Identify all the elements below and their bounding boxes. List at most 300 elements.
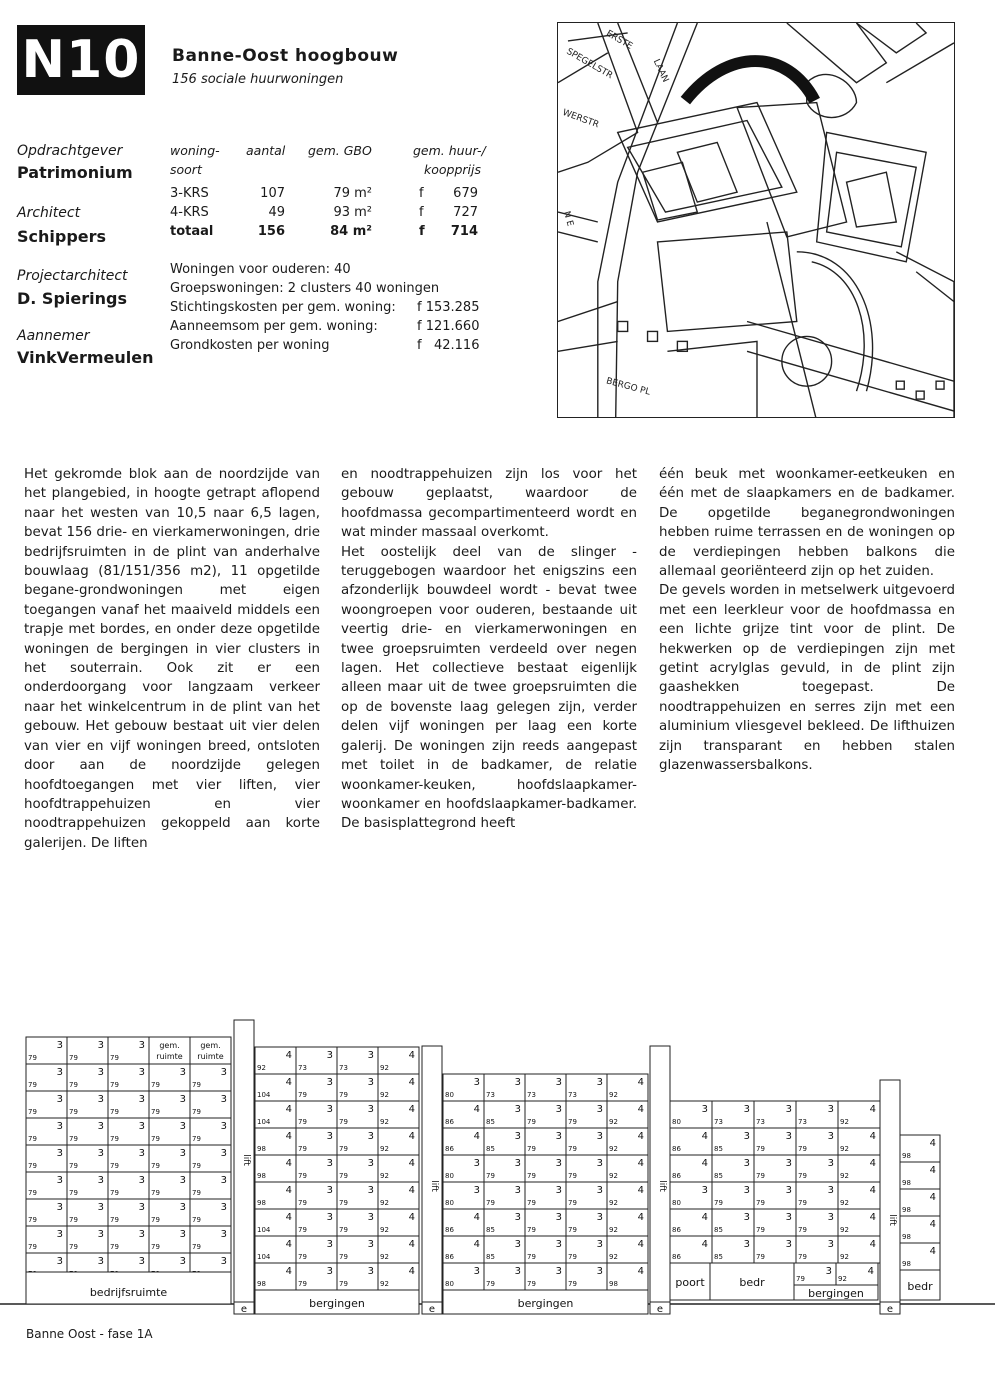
unit-area: 92	[840, 1253, 849, 1261]
table-cell-type: 4-KRS	[170, 205, 209, 220]
project-code: N10	[17, 25, 145, 95]
unit-area: 92	[840, 1226, 849, 1234]
unit-area: 73	[798, 1118, 807, 1126]
lift-label: lift	[429, 1180, 439, 1192]
unit-rooms: 3	[326, 1212, 333, 1223]
table-cell-price: 727	[453, 205, 478, 220]
unit-area: 79	[339, 1280, 348, 1288]
unit-rooms: 3	[596, 1185, 603, 1196]
unit-area: 79	[28, 1162, 37, 1170]
unit-rooms: 3	[56, 1067, 63, 1078]
unit-area: 79	[298, 1145, 307, 1153]
unit-rooms: 3	[827, 1104, 834, 1115]
role-label-contractor: Aannemer	[17, 328, 90, 344]
unit-rooms: 3	[367, 1158, 374, 1169]
info-line: Woningen voor ouderen: 40	[170, 262, 351, 277]
unit-rooms: 3	[56, 1148, 63, 1159]
unit-rooms: 3	[514, 1185, 521, 1196]
unit-rooms: 4	[929, 1165, 936, 1176]
unit-rooms: 3	[555, 1104, 562, 1115]
unit-rooms: 3	[220, 1148, 227, 1159]
table-cell-gbo: 93 m²	[333, 205, 372, 220]
unit-area: 79	[527, 1280, 536, 1288]
unit-rooms: 4	[285, 1131, 292, 1142]
unit-area: 79	[69, 1081, 78, 1089]
unit-area: 79	[110, 1162, 119, 1170]
unit-area: 85	[486, 1226, 495, 1234]
unit-area: 79	[756, 1145, 765, 1153]
unit-rooms: 3	[827, 1185, 834, 1196]
unit-rooms: 3	[596, 1266, 603, 1277]
unit-area: 86	[672, 1226, 681, 1234]
info-line: Stichtingskosten per gem. woning:	[170, 300, 396, 315]
unit-rooms: 3	[220, 1094, 227, 1105]
unit-area: 79	[798, 1145, 807, 1153]
unit-rooms: 3	[743, 1185, 750, 1196]
unit-area: 79	[69, 1162, 78, 1170]
map-label: WERSTR	[560, 107, 601, 131]
unit-area: 98	[902, 1152, 911, 1160]
unit-area: 79	[568, 1226, 577, 1234]
unit-area: 79	[192, 1135, 201, 1143]
base-label: bergingen	[517, 1297, 574, 1310]
unit-area: 98	[609, 1280, 618, 1288]
table-cell-price-total: 714	[450, 224, 478, 239]
unit-rooms: 4	[285, 1158, 292, 1169]
unit-rooms: 4	[929, 1219, 936, 1230]
unit-rooms: 3	[138, 1094, 145, 1105]
unit-rooms: 4	[473, 1104, 480, 1115]
unit-area: 79	[756, 1199, 765, 1207]
unit-label: gem.	[159, 1041, 180, 1050]
unit-rooms: 3	[179, 1148, 186, 1159]
unit-rooms: 3	[326, 1239, 333, 1250]
unit-rooms: 4	[408, 1077, 415, 1088]
role-value-client: Patrimonium	[17, 163, 133, 182]
unit-area: 79	[192, 1189, 201, 1197]
project-title: Banne-Oost hoogbouw	[172, 46, 399, 66]
unit-rooms: 4	[285, 1212, 292, 1223]
unit-area: 80	[445, 1172, 454, 1180]
entrance-label: e	[886, 1304, 894, 1315]
unit-rooms: 3	[179, 1094, 186, 1105]
info-line: Aanneemsom per gem. woning:	[170, 319, 378, 334]
unit-rooms: 3	[56, 1202, 63, 1213]
table-cell-currency-total: f	[419, 224, 425, 239]
unit-rooms: 4	[285, 1077, 292, 1088]
unit-rooms: 3	[555, 1239, 562, 1250]
unit-area: 85	[714, 1253, 723, 1261]
unit-area: 79	[486, 1280, 495, 1288]
unit-rooms: 3	[743, 1239, 750, 1250]
table-cell-currency: f	[419, 186, 424, 201]
unit-rooms: 3	[743, 1104, 750, 1115]
body-column-1	[24, 465, 320, 853]
table-header-price-1: gem. huur-/	[413, 143, 486, 158]
unit-label: ruimte	[197, 1052, 224, 1061]
info-value: f 121.660	[417, 319, 480, 334]
unit-area: 86	[672, 1253, 681, 1261]
unit-area: 79	[151, 1243, 160, 1251]
unit-area: 79	[756, 1253, 765, 1261]
lift-label: lift	[657, 1180, 667, 1192]
unit-area: 85	[714, 1172, 723, 1180]
elevation-drawing	[0, 1010, 995, 1320]
unit-rooms: 4	[929, 1192, 936, 1203]
unit-area: 73	[714, 1118, 723, 1126]
unit-rooms: 3	[743, 1212, 750, 1223]
unit-rooms: 3	[179, 1067, 186, 1078]
unit-label: gem.	[200, 1041, 221, 1050]
unit-rooms: 4	[637, 1077, 644, 1088]
lift-tower	[880, 1080, 900, 1304]
body-paragraph: Het gekromde blok aan de noordzijde van het plangebied, in hoogte getrapt aflopend naar het westen van 10,5 naar 6,5 lagen, bevat 156 drie- en vierkamerwoningen, drie bedrijfsruimten in de plint van anderhalve bouwlaag (81/151/356 m2), 11 opgetilde begane-grondwoningen met eigen toegangen vanaf het maaiveld middels een trapje met bordes, en onder deze opgetilde woningen de bergingen in vier clusters in het souterrain. Ook zit er een onderdoorgang voor langzaam verkeer naar het winkelcentrum in de plint van het gebouw. Het gebouw bestaat uit vier delen van vier en vijf woningen breed, ontsloten door aan de noordzijde gelegen hoofdtoegangen met vier liften, vier hoofdtrappehuizen en vier noodtrappehuizen gekoppeld aan korte galerijen. De liften	[24, 467, 320, 851]
unit-rooms: 3	[473, 1266, 480, 1277]
unit-rooms: 3	[97, 1094, 104, 1105]
unit-rooms: 4	[285, 1266, 292, 1277]
unit-rooms: 3	[138, 1148, 145, 1159]
unit-rooms: 3	[785, 1212, 792, 1223]
unit-area: 79	[151, 1162, 160, 1170]
unit-rooms: 3	[596, 1212, 603, 1223]
unit-area: 92	[380, 1172, 389, 1180]
unit-rooms: 3	[555, 1185, 562, 1196]
unit-area: 79	[527, 1145, 536, 1153]
unit-rooms: 3	[367, 1239, 374, 1250]
project-subtitle: 156 sociale huurwoningen	[172, 72, 344, 87]
base-label: bedrijfsruimte	[89, 1286, 168, 1299]
unit-area: 86	[672, 1172, 681, 1180]
unit-area: 92	[380, 1226, 389, 1234]
unit-rooms: 4	[637, 1158, 644, 1169]
body-paragraph: één beuk met woonkamer-eetkeuken en één met de slaapkamers en de badkamer. De opgetilde beganegrondwoningen hebben ruime terrassen en de woningen op de verdiepingen hebben balkons die allemaal georiënteerd zijn op het zuiden.	[659, 467, 955, 580]
unit-rooms: 4	[285, 1185, 292, 1196]
unit-area: 79	[110, 1081, 119, 1089]
unit-area: 104	[257, 1226, 271, 1234]
unit-area: 79	[192, 1108, 201, 1116]
info-value: f 153.285	[417, 300, 480, 315]
unit-area: 92	[840, 1145, 849, 1153]
unit-area: 80	[445, 1199, 454, 1207]
unit-rooms: 3	[596, 1158, 603, 1169]
unit-area: 98	[257, 1145, 266, 1153]
role-label-client: Opdrachtgever	[17, 143, 123, 159]
unit-rooms: 3	[138, 1040, 145, 1051]
role-value-contractor: VinkVermeulen	[17, 348, 154, 367]
unit-rooms: 3	[514, 1239, 521, 1250]
unit-area: 79	[527, 1118, 536, 1126]
unit-rooms: 3	[555, 1077, 562, 1088]
unit-area: 79	[339, 1145, 348, 1153]
unit-area: 104	[257, 1118, 271, 1126]
unit-rooms: 3	[326, 1266, 333, 1277]
unit-area: 79	[714, 1199, 723, 1207]
unit-area: 79	[527, 1226, 536, 1234]
unit-rooms: 3	[138, 1256, 145, 1267]
unit-rooms: 3	[326, 1131, 333, 1142]
unit-area: 92	[609, 1091, 618, 1099]
unit-rooms: 3	[367, 1077, 374, 1088]
unit-area: 79	[151, 1189, 160, 1197]
page-caption: Banne Oost - fase 1A	[26, 1327, 153, 1341]
table-cell-gbo-total: 84 m²	[330, 224, 372, 239]
unit-rooms: 4	[408, 1158, 415, 1169]
base-label: bergingen	[309, 1297, 365, 1310]
unit-area: 73	[568, 1091, 577, 1099]
unit-rooms: 4	[869, 1104, 876, 1115]
unit-area: 79	[568, 1253, 577, 1261]
unit-rooms: 4	[867, 1266, 874, 1277]
unit-rooms: 3	[473, 1185, 480, 1196]
body-column-3	[659, 465, 955, 776]
role-value-project-architect: D. Spierings	[17, 289, 127, 308]
unit-rooms: 3	[326, 1104, 333, 1115]
info-line: Groepswoningen: 2 clusters 40 woningen	[170, 281, 440, 296]
unit-area: 79	[69, 1108, 78, 1116]
entrance-label: e	[240, 1304, 248, 1315]
unit-rooms: 3	[179, 1256, 186, 1267]
entrance-label: e	[428, 1304, 436, 1315]
unit-area: 98	[902, 1179, 911, 1187]
unit-rooms: 3	[56, 1229, 63, 1240]
unit-area: 92	[380, 1253, 389, 1261]
unit-area: 79	[486, 1172, 495, 1180]
unit-rooms: 4	[408, 1185, 415, 1196]
unit-rooms: 3	[514, 1266, 521, 1277]
unit-rooms: 3	[825, 1266, 832, 1277]
unit-rooms: 3	[473, 1158, 480, 1169]
unit-area: 80	[445, 1091, 454, 1099]
unit-area: 92	[609, 1145, 618, 1153]
unit-area: 79	[69, 1189, 78, 1197]
unit-rooms: 3	[97, 1229, 104, 1240]
unit-rooms: 3	[514, 1104, 521, 1115]
unit-area: 79	[28, 1243, 37, 1251]
unit-rooms: 3	[97, 1256, 104, 1267]
unit-rooms: 4	[701, 1239, 708, 1250]
unit-rooms: 3	[827, 1239, 834, 1250]
role-label-project-architect: Projectarchitect	[17, 268, 128, 284]
unit-rooms: 3	[56, 1094, 63, 1105]
unit-rooms: 3	[220, 1175, 227, 1186]
unit-rooms: 3	[555, 1131, 562, 1142]
unit-area: 98	[257, 1172, 266, 1180]
unit-area: 79	[798, 1172, 807, 1180]
unit-area: 79	[110, 1243, 119, 1251]
unit-area: 86	[445, 1253, 454, 1261]
unit-area: 79	[110, 1216, 119, 1224]
unit-rooms: 3	[220, 1229, 227, 1240]
table-header-gbo: gem. GBO	[308, 143, 372, 158]
unit-rooms: 3	[596, 1131, 603, 1142]
table-cell-count-total: 156	[257, 224, 285, 239]
body-paragraph: Het oostelijk deel van de slinger - teruggebogen waardoor het enigszins een afzonderlijk bouwdeel wordt - bevat twee woongroepen voor ouderen, bestaande uit veertig drie- en vierkamerwoningen en twee groepsruimten verdeeld over negen lagen. Het collectieve bestaat eigenlijk alleen maar uit de twee groepsruimten die op de bovenste laag gelegen zijn, verder delen vijf woningen per laag een korte galerij. De woningen zijn reeds aangepast met toilet in de badkamer, de relatie woonkamer-keuken, hoofdslaapkamer-woonkamer en hoofdslaapkamer-badkamer. De basisplattegrond heeft	[341, 544, 637, 832]
unit-rooms: 3	[596, 1077, 603, 1088]
unit-area: 86	[445, 1145, 454, 1153]
table-cell-currency: f	[419, 205, 424, 220]
table-cell-type-total: totaal	[170, 224, 214, 239]
unit-area: 92	[609, 1118, 618, 1126]
unit-area: 79	[69, 1216, 78, 1224]
unit-area: 79	[69, 1054, 78, 1062]
unit-rooms: 3	[785, 1239, 792, 1250]
unit-rooms: 3	[785, 1131, 792, 1142]
unit-rooms: 3	[701, 1185, 708, 1196]
unit-rooms: 4	[701, 1131, 708, 1142]
unit-area: 79	[798, 1226, 807, 1234]
unit-rooms: 4	[869, 1158, 876, 1169]
unit-area: 92	[380, 1280, 389, 1288]
table-header-type-2: soort	[170, 162, 202, 177]
base-label: bergingen	[808, 1287, 864, 1300]
table-cell-gbo: 79 m²	[333, 186, 372, 201]
unit-rooms: 3	[367, 1185, 374, 1196]
unit-rooms: 3	[785, 1104, 792, 1115]
unit-rooms: 3	[555, 1212, 562, 1223]
unit-area: 73	[527, 1091, 536, 1099]
unit-area: 92	[609, 1226, 618, 1234]
unit-rooms: 4	[408, 1050, 415, 1061]
unit-rooms: 3	[326, 1185, 333, 1196]
unit-rooms: 3	[220, 1121, 227, 1132]
unit-area: 79	[28, 1081, 37, 1089]
unit-rooms: 3	[179, 1202, 186, 1213]
unit-area: 79	[298, 1199, 307, 1207]
unit-area: 86	[445, 1226, 454, 1234]
unit-area: 79	[798, 1253, 807, 1261]
unit-rooms: 3	[367, 1050, 374, 1061]
unit-area: 85	[486, 1145, 495, 1153]
map-label: N E	[561, 210, 575, 228]
unit-area: 73	[298, 1064, 307, 1072]
unit-rooms: 3	[514, 1077, 521, 1088]
unit-rooms: 3	[56, 1256, 63, 1267]
info-value: f 42.116	[417, 338, 480, 353]
unit-area: 79	[298, 1280, 307, 1288]
unit-rooms: 3	[555, 1158, 562, 1169]
unit-rooms: 3	[97, 1148, 104, 1159]
base-label: bedr	[739, 1276, 765, 1289]
base-label: poort	[675, 1276, 705, 1289]
unit-rooms: 3	[179, 1229, 186, 1240]
unit-rooms: 4	[408, 1104, 415, 1115]
unit-rooms: 4	[929, 1246, 936, 1257]
unit-rooms: 3	[179, 1175, 186, 1186]
unit-area: 104	[257, 1091, 271, 1099]
unit-area: 85	[486, 1118, 495, 1126]
unit-area: 92	[380, 1118, 389, 1126]
lift-tower	[422, 1046, 442, 1304]
unit-area: 79	[756, 1226, 765, 1234]
unit-rooms: 3	[138, 1175, 145, 1186]
unit-area: 79	[298, 1253, 307, 1261]
site-plan-map	[557, 22, 955, 418]
unit-area: 79	[568, 1145, 577, 1153]
unit-rooms: 3	[596, 1104, 603, 1115]
unit-rooms: 3	[827, 1158, 834, 1169]
entrance-label: e	[656, 1304, 664, 1315]
lift-tower	[650, 1046, 670, 1304]
unit-area: 79	[28, 1216, 37, 1224]
unit-area: 79	[110, 1108, 119, 1116]
unit-area: 79	[192, 1216, 201, 1224]
unit-area: 79	[110, 1135, 119, 1143]
unit-area: 86	[445, 1118, 454, 1126]
unit-area: 79	[527, 1253, 536, 1261]
unit-rooms: 4	[637, 1185, 644, 1196]
unit-rooms: 4	[473, 1131, 480, 1142]
unit-rooms: 4	[637, 1131, 644, 1142]
unit-area: 104	[257, 1253, 271, 1261]
unit-rooms: 3	[514, 1131, 521, 1142]
unit-rooms: 3	[220, 1202, 227, 1213]
table-cell-price: 679	[453, 186, 478, 201]
unit-rooms: 3	[56, 1175, 63, 1186]
unit-rooms: 3	[514, 1158, 521, 1169]
unit-area: 79	[339, 1253, 348, 1261]
unit-area: 79	[28, 1189, 37, 1197]
unit-area: 98	[257, 1280, 266, 1288]
unit-area: 98	[902, 1206, 911, 1214]
unit-rooms: 4	[637, 1239, 644, 1250]
unit-area: 92	[609, 1253, 618, 1261]
map-label: SPEGELSTR	[564, 46, 615, 82]
unit-rooms: 4	[408, 1239, 415, 1250]
unit-rooms: 4	[701, 1158, 708, 1169]
unit-area: 79	[298, 1091, 307, 1099]
unit-area: 79	[298, 1172, 307, 1180]
unit-area: 79	[192, 1162, 201, 1170]
unit-area: 79	[339, 1172, 348, 1180]
unit-area: 73	[486, 1091, 495, 1099]
unit-area: 79	[798, 1199, 807, 1207]
table-cell-count: 49	[268, 205, 285, 220]
unit-area: 79	[192, 1243, 201, 1251]
unit-area: 79	[527, 1172, 536, 1180]
table-cell-type: 3-KRS	[170, 186, 209, 201]
unit-rooms: 4	[473, 1212, 480, 1223]
unit-area: 79	[568, 1199, 577, 1207]
unit-area: 92	[840, 1199, 849, 1207]
unit-area: 92	[840, 1118, 849, 1126]
body-paragraph: en noodtrappehuizen zijn los voor het gebouw geplaatst, waardoor de hoofdmassa gecompartimenteerd wordt en wat minder massaal overkomt.	[341, 467, 637, 541]
unit-rooms: 4	[869, 1185, 876, 1196]
unit-rooms: 4	[637, 1212, 644, 1223]
unit-area: 73	[756, 1118, 765, 1126]
unit-rooms: 3	[743, 1131, 750, 1142]
unit-area: 85	[486, 1253, 495, 1261]
unit-area: 79	[298, 1226, 307, 1234]
base-label: bedr	[907, 1280, 933, 1293]
unit-rooms: 4	[701, 1212, 708, 1223]
unit-area: 92	[380, 1091, 389, 1099]
unit-rooms: 3	[220, 1067, 227, 1078]
unit-rooms: 3	[596, 1239, 603, 1250]
unit-rooms: 4	[869, 1239, 876, 1250]
unit-rooms: 3	[785, 1158, 792, 1169]
unit-area: 92	[840, 1172, 849, 1180]
table-cell-count: 107	[260, 186, 285, 201]
unit-rooms: 3	[138, 1229, 145, 1240]
unit-area: 79	[151, 1081, 160, 1089]
unit-area: 92	[380, 1064, 389, 1072]
unit-rooms: 4	[285, 1050, 292, 1061]
unit-area: 79	[28, 1135, 37, 1143]
unit-rooms: 3	[326, 1158, 333, 1169]
unit-area: 98	[902, 1233, 911, 1241]
unit-area: 79	[298, 1118, 307, 1126]
unit-rooms: 4	[929, 1138, 936, 1149]
